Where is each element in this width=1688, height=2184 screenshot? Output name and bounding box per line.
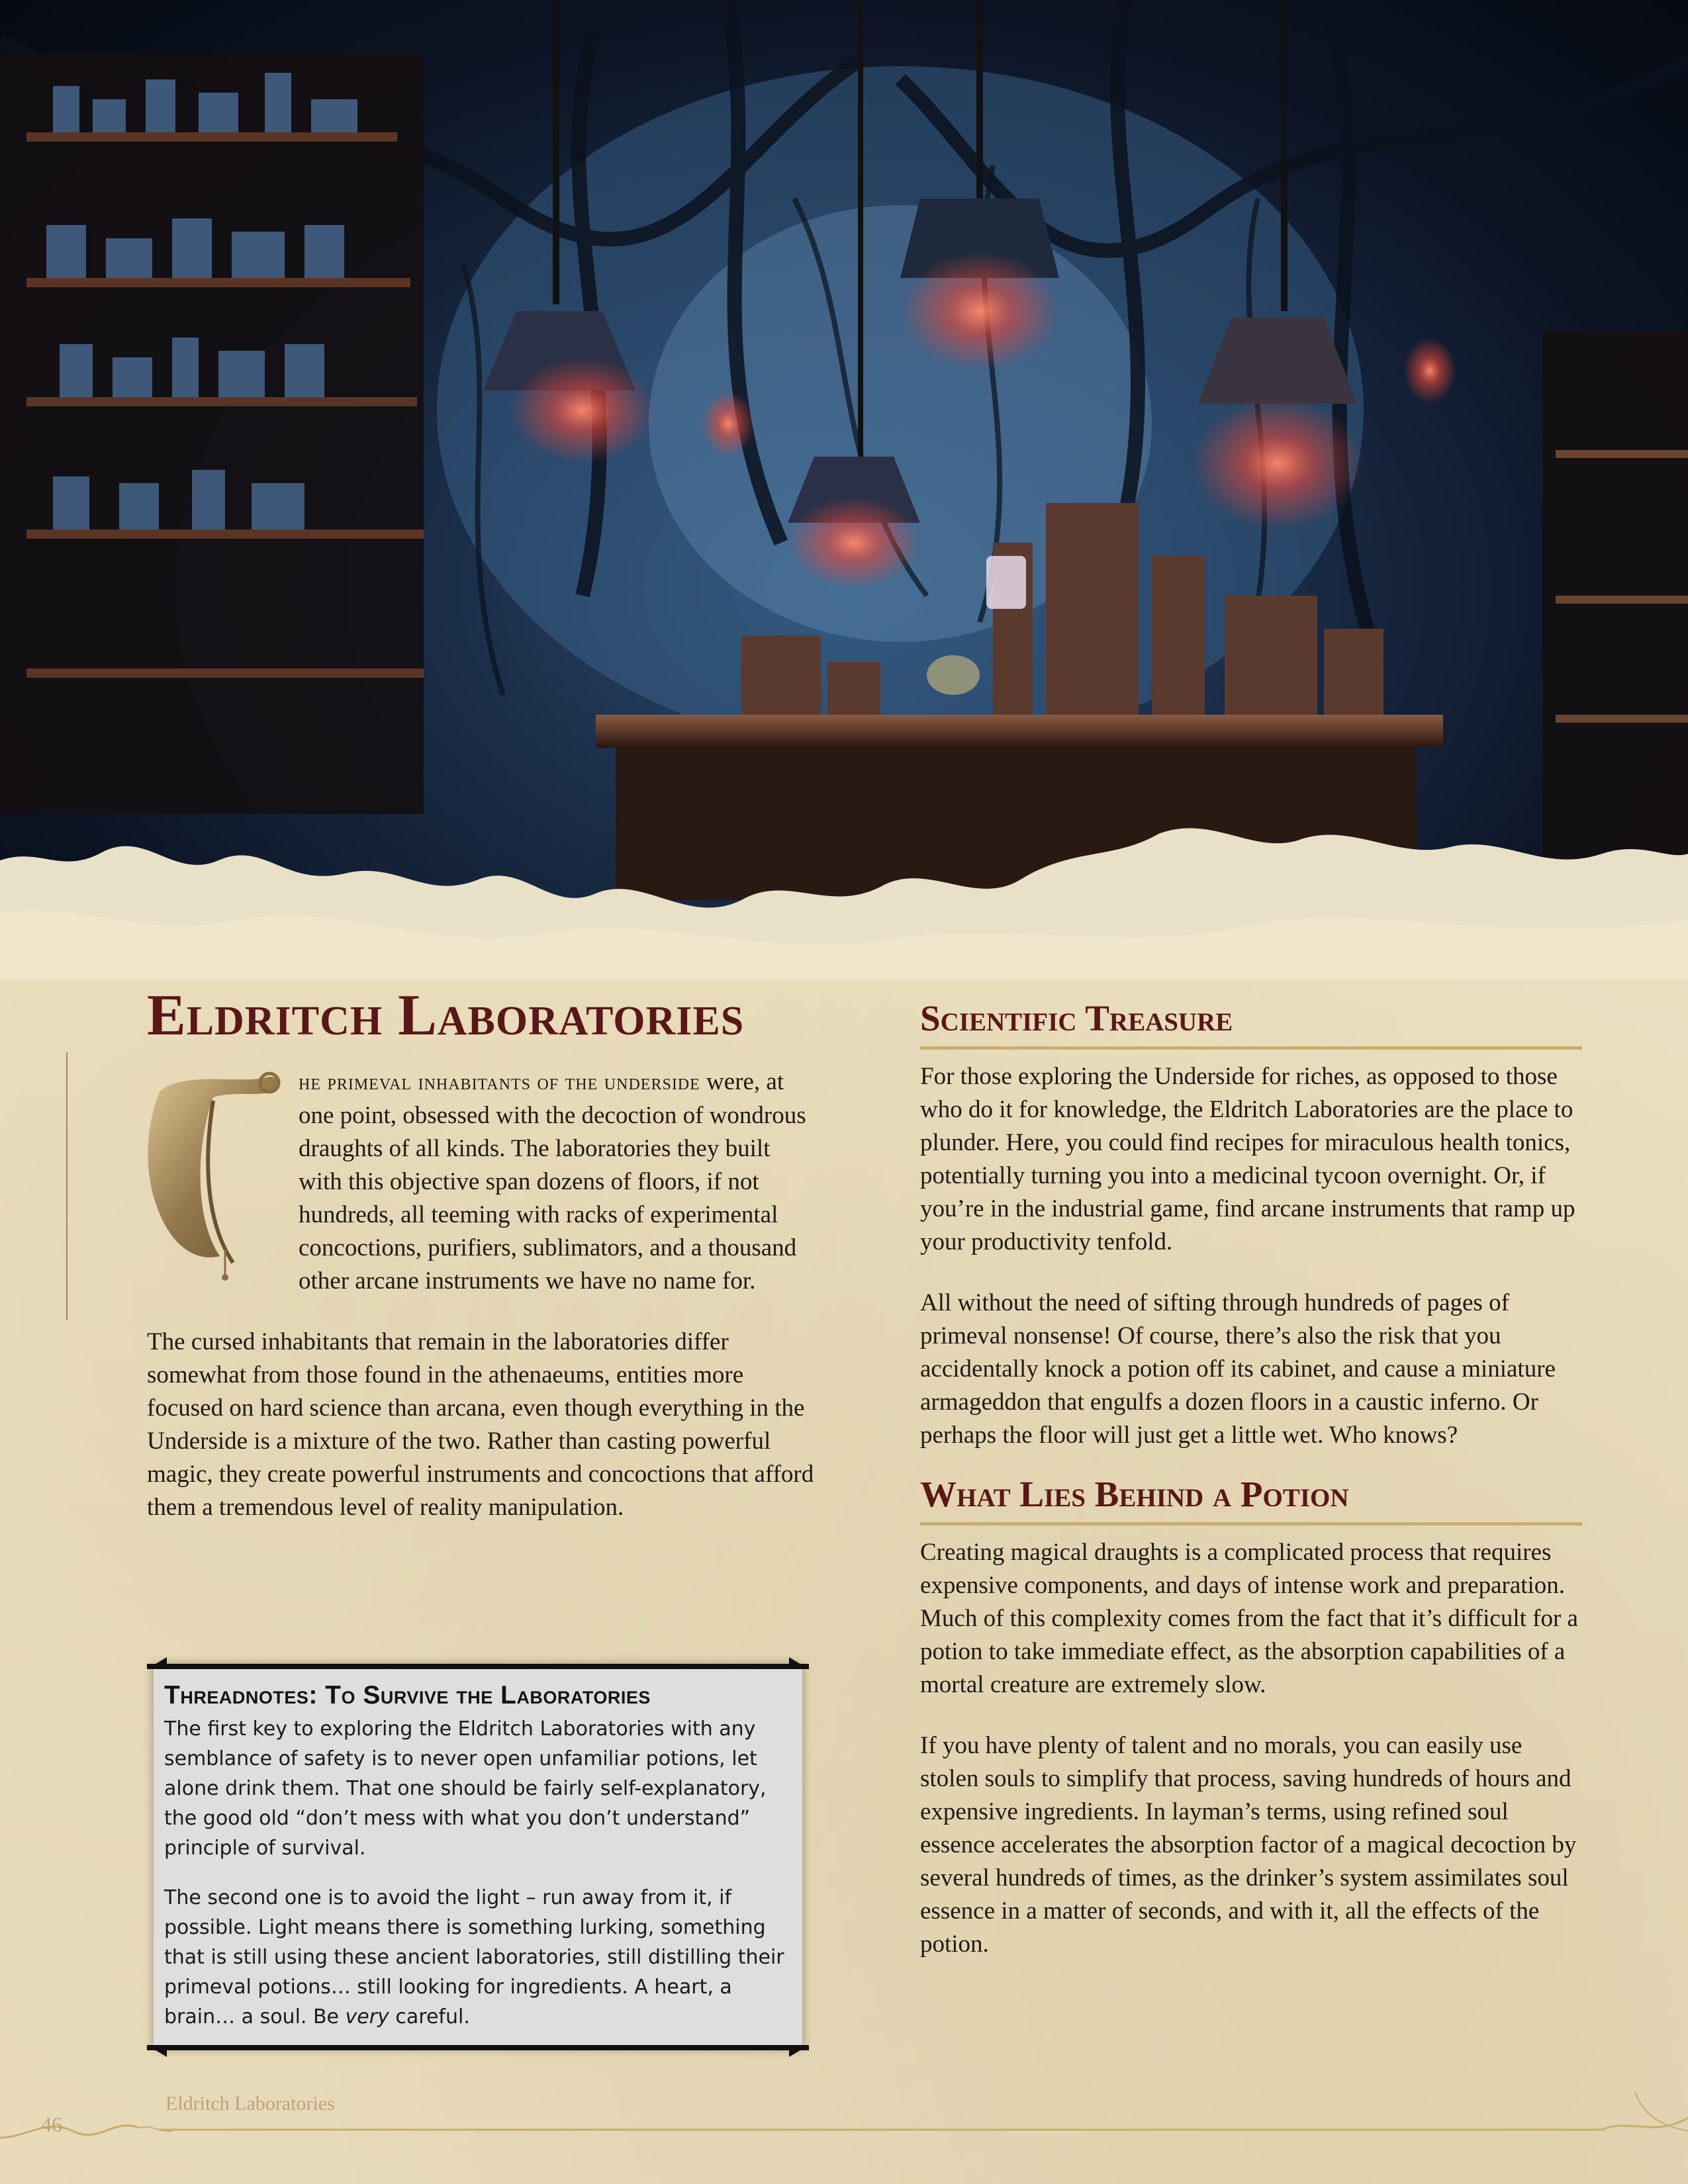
heading-scientific-treasure: Scientific Treasure (920, 996, 1582, 1050)
threadnote-paragraph-1: The first key to exploring the Eldritch Laboratories with any semblance of safety is to never open unfamiliar potions, let alone drink them. That one should be fairly self-explanatory, the good old “don’t mess with what you don’t understand” principle of survival. (164, 1717, 767, 1860)
heading-behind-potion: What Lies Behind a Potion (920, 1472, 1582, 1525)
intro-lead: he primeval inhabitants of the underside (299, 1070, 700, 1095)
threadnote-p2-end: careful. (389, 2005, 470, 2028)
paragraph-souls: If you have plenty of talent and no morals, you can easily use stolen souls to simplify that process, saving hundreds of hours and expensive ingredients. In layman’s terms, using refined soul essence accelerates the absorption factor of a magical decoction by several hundreds of times, as the drinker’s system assimilates soul essence in a matter of seconds, and with it, all the effects of the potion. (920, 1732, 1577, 1958)
threadnote-p2-emphasis: very (345, 2005, 389, 2028)
intro-paragraph-block (147, 1066, 816, 1298)
right-column (920, 996, 1582, 1989)
paragraph-draughts: Creating magical draughts is a complicated process that requires expensive components, and days of intense work and preparation. Much of this complexity comes from the fact that it’s difficult for a potion to take immediate effect, as the absorption capabilities of a mortal creature are extremely slow. (920, 1539, 1578, 1698)
chapter-title: Eldritch Laboratories (147, 983, 745, 1048)
left-column (147, 1066, 816, 1552)
paragraph-sifting: All without the need of sifting through hundreds of pages of primeval nonsense! Of course, there’s also the risk that you accidentally knock a potion off its cabinet, and cause a miniature armageddon that engulfs a dozen floors in a caustic inferno. Or perhaps the floor will just get a little wet. Who knows? (920, 1289, 1556, 1449)
threadnote-title: Threadnotes: To Survive the Laboratories (164, 1681, 651, 1709)
threadnote-paragraph-2 (164, 1883, 786, 2032)
threadnote-p2-start: The second one is to avoid the light – run away from it, if possible. Light means there is something lurking, something that is still using these ancient laboratories, still distilling their primeval potions… still looking for ingredients. A heart, a brain… a soul. Be (164, 1886, 784, 2028)
dropcap-ornament (134, 1064, 289, 1283)
threadnote-content (164, 1681, 786, 2052)
intro-rest: were, at one point, obsessed with the decoction of wondrous draughts of all kinds. The laboratories they built with this objective span dozens of floors, if not hundreds, all teeming with racks of experimental concoctions, purifiers, sublimators, and a thousand other arcane instruments we have no name for. (299, 1068, 806, 1295)
paragraph-inhabitants: The cursed inhabitants that remain in the laboratories differ somewhat from those found in the athenaeums, entities more focused on hard science than arcana, even though everything in the Underside is a mixture of the two. Rather than casting powerful magic, they create powerful instruments and concoctions that afford them a tremendous level of reality manipulation. (147, 1328, 814, 1521)
margin-rule (66, 1052, 68, 1320)
laboratory-scene (0, 0, 1688, 979)
paragraph-riches: For those exploring the Underside for riches, as opposed to those who do it for knowledge, the Eldritch Laboratories are the place to plunder. Here, you could find recipes for miraculous health tonics, potentially turning you into a medicinal tycoon overnight. Or, if you’re in the industrial game, find arcane instruments that ramp up your productivity tenfold. (920, 1063, 1575, 1255)
page-number: 46 (41, 2113, 62, 2136)
threadnote-box (147, 1655, 809, 2052)
header-illustration (0, 0, 1688, 979)
running-footer-title: Eldritch Laboratories (165, 2093, 335, 2115)
